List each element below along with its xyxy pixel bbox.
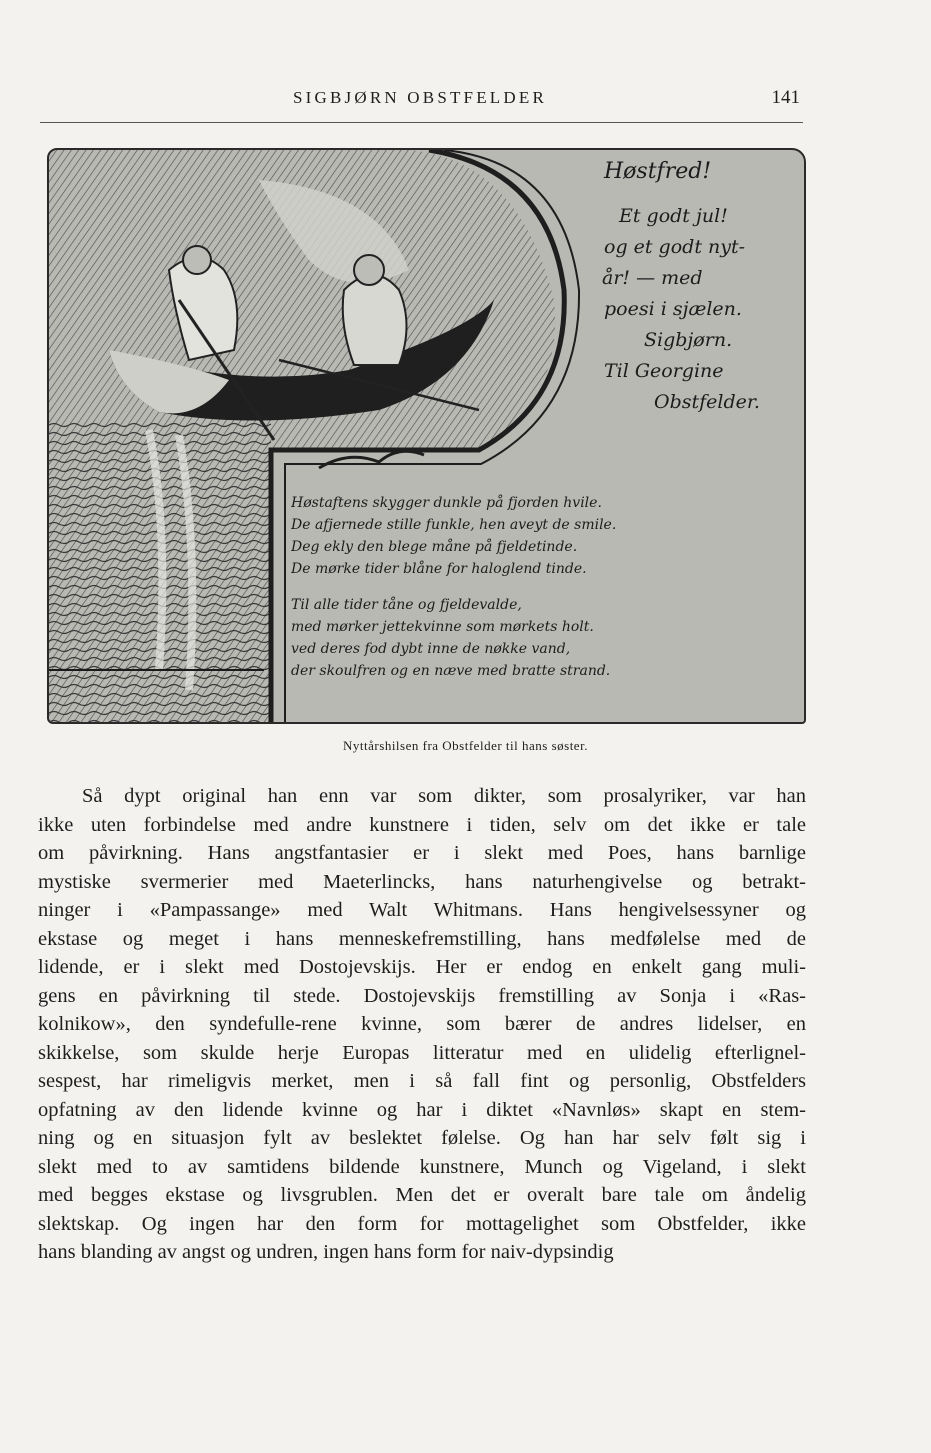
greeting-handwriting	[584, 156, 799, 418]
poem-line: De mørke tider blåne for haloglend tinde.	[291, 561, 587, 577]
text-line: sespest, har rimeligvis merket, men i så fall fint og personlig, Obstfelders	[38, 1070, 806, 1092]
text-line: slektskap. Og ingen har den form for mottagelighet som Obstfelder, ikke	[38, 1212, 806, 1235]
greeting-line: Obstfelder.	[654, 391, 760, 413]
header-rule	[40, 122, 803, 123]
poem-line: Deg ekly den blege måne på fjeldetinde.	[291, 539, 578, 555]
greeting-line: poesi i sjælen.	[604, 298, 742, 320]
text-line: kolnikow», den syndefulle-rene kvinne, som bærer de andres lidelser, en	[38, 1013, 806, 1035]
text-line: ekstase og meget i hans menneskefremstilling, hans medfølelse med de	[38, 927, 806, 950]
text-line: med begges ekstase og livsgrublen. Men det er overalt bare tale om åndelig	[38, 1184, 806, 1206]
text-line: Så dypt original han enn var som dikter, som prosalyriker, var han	[82, 785, 806, 807]
text-line: om påvirkning. Hans angstfantasier er i slekt med Poes, hans barnlige	[38, 842, 806, 864]
running-head	[40, 88, 800, 114]
greeting-line: Sigbjørn.	[644, 329, 733, 351]
poem-line: med mørker jettekvinne som mørkets holt.	[291, 619, 594, 635]
poem-line: Til alle tider tåne og fjeldevalde,	[291, 597, 522, 613]
text-line: ning og en situasjon fylt av beslektet følelse. Og han har selv følt sig i	[38, 1127, 806, 1149]
text-line: lidende, er i slekt med Dostojevskijs. Her er endog en enkelt gang muli-	[38, 956, 806, 978]
text-line: gens en påvirkning til stede. Dostojevskijs fremstilling av Sonja i «Ras-	[38, 984, 806, 1007]
greeting-line: Et godt jul!	[619, 205, 728, 227]
poem-line: ved deres fod dybt inne de nøkke vand,	[291, 641, 571, 657]
text-line: ninger i «Pampassange» med Walt Whitmans. Hans hengivelsessyner og	[38, 899, 806, 921]
text-line: ikke uten forbindelse med andre kunstnere i tiden, selv om det ikke er tale	[38, 813, 806, 836]
greeting-line: Høstfred!	[604, 159, 712, 184]
text-line: skikkelse, som skulde herje Europas litteratur med en ulidelig efterlignel-	[38, 1041, 806, 1064]
poem-line: der skoulfren og en næve med bratte strand.	[291, 663, 611, 679]
poem-line: De afjernede stille funkle, hen aveyt de smile.	[291, 517, 617, 533]
greeting-line: og et godt nyt-	[604, 236, 746, 258]
greeting-line: år! — med	[602, 267, 703, 289]
page-number: 141	[771, 87, 800, 108]
postcard-illustration	[47, 148, 806, 724]
running-head-author: SIGBJØRN OBSTFELDER	[293, 88, 547, 107]
text-line: hans blanding av angst og undren, ingen hans form for naiv-dypsindig	[38, 1241, 614, 1263]
greeting-line: Til Georgine	[604, 360, 724, 382]
poem-handwriting	[291, 492, 799, 682]
poem-line: Høstaftens skygger dunkle på fjorden hvile.	[291, 495, 602, 511]
text-line: slekt med to av samtidens bildende kunstnere, Munch og Vigeland, i slekt	[38, 1155, 806, 1178]
figure-caption: Nyttårshilsen fra Obstfelder til hans søster.	[343, 738, 588, 753]
text-line: mystiske svermerier med Maeterlincks, hans naturhengivelse og betrakt-	[38, 870, 806, 893]
text-line: opfatning av den lidende kvinne og har i diktet «Navnløs» skapt en stem-	[38, 1098, 806, 1121]
body-paragraph	[38, 782, 806, 1267]
